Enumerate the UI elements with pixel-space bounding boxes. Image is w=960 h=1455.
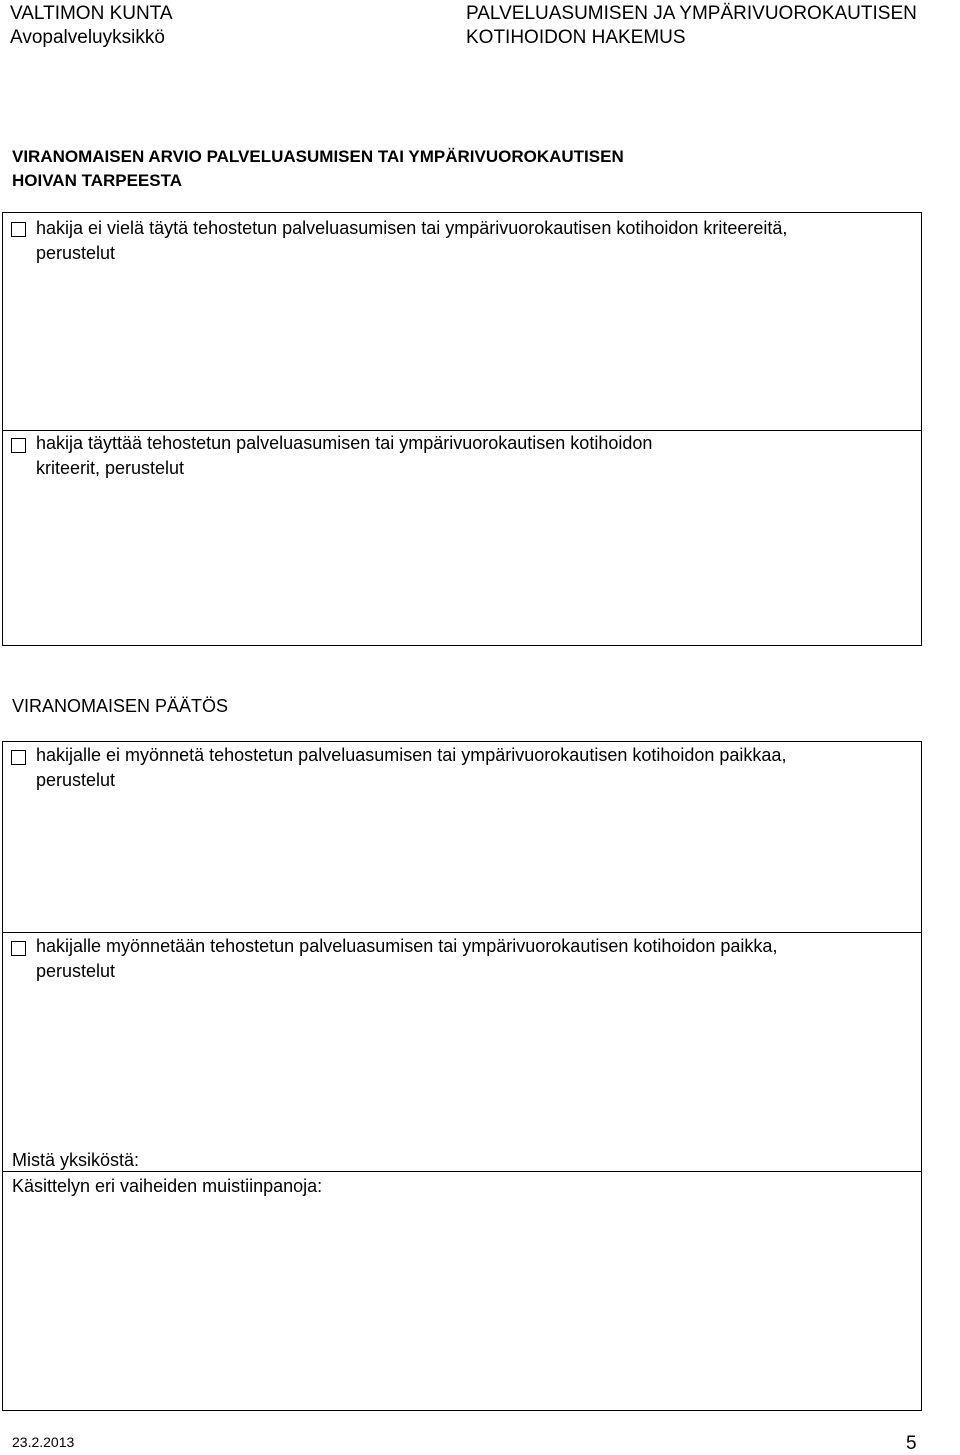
footer-date: 23.2.2013 [12, 1434, 75, 1450]
notes-label: Käsittelyn eri vaiheiden muistiinpanoja: [12, 1176, 323, 1196]
decision-option1-label: hakijalle ei myönnetä tehostetun palveluasumisen tai ympärivuorokautisen kotihoidon paikkaa, [36, 745, 787, 765]
decision-option1-box[interactable] [2, 741, 922, 933]
document-title-line2: KOTIHOIDON HAKEMUS [466, 27, 686, 48]
decision-option2-box[interactable] [2, 932, 922, 1172]
assessment-option1-label: hakija ei vielä täytä tehostetun palveluasumisen tai ympärivuorokautisen kotihoidon kriteereitä, [36, 218, 788, 238]
decision-option1-checkbox[interactable] [11, 750, 26, 765]
decision-option2-checkbox[interactable] [11, 941, 26, 956]
unit-label: Mistä yksiköstä: [12, 1150, 140, 1170]
decision-title: VIRANOMAISEN PÄÄTÖS [12, 696, 229, 716]
document-title-line1: PALVELUASUMISEN JA YMPÄRIVUOROKAUTISEN [466, 3, 917, 24]
assessment-option2-checkbox[interactable] [11, 438, 26, 453]
decision-option1-label-cont: perustelut [36, 770, 116, 790]
municipality-name: VALTIMON KUNTA [10, 3, 173, 24]
decision-option2-label-cont: perustelut [36, 961, 116, 981]
assessment-title-line1: VIRANOMAISEN ARVIO PALVELUASUMISEN TAI YMPÄRIVUOROKAUTISEN [12, 147, 624, 166]
assessment-option1-checkbox[interactable] [11, 222, 26, 237]
assessment-option2-label: hakija täyttää tehostetun palveluasumisen tai ympärivuorokautisen kotihoidon [36, 433, 653, 453]
page-number: 5 [906, 1433, 917, 1454]
decision-option2-label: hakijalle myönnetään tehostetun palveluasumisen tai ympärivuorokautisen kotihoidon paikka, [36, 936, 778, 956]
assessment-option2-label-cont: kriteerit, perustelut [36, 458, 185, 478]
assessment-option1-label-cont: perustelut [36, 243, 116, 263]
unit-name: Avopalveluyksikkö [10, 27, 165, 48]
assessment-title-line2: HOIVAN TARPEESTA [12, 171, 183, 190]
assessment-option1-box[interactable] [2, 212, 922, 431]
notes-box[interactable] [2, 1171, 922, 1411]
